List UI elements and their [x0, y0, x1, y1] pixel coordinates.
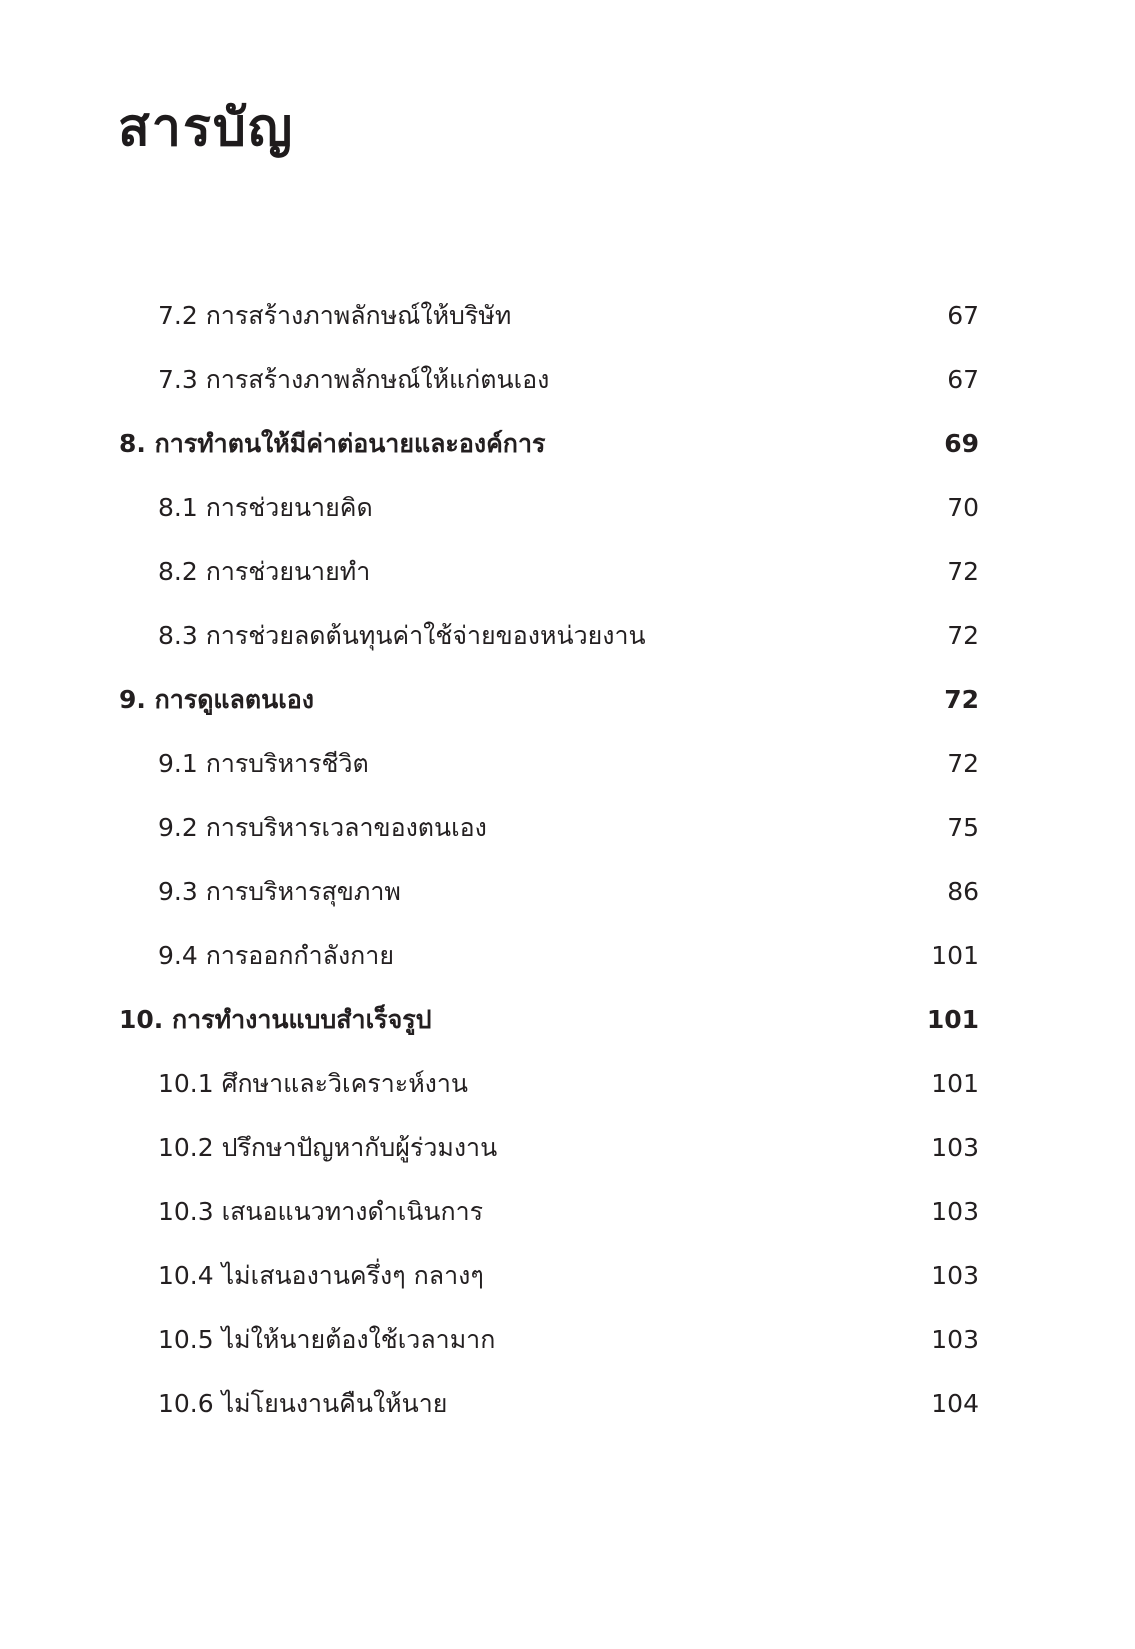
toc-entry-title: 8.1 การช่วยนายคิด [158, 493, 373, 522]
toc-chapter-page: 101 [926, 1005, 979, 1034]
toc-entry [0, 1308, 1135, 1372]
toc-chapter-page: 72 [944, 685, 979, 714]
toc-entry-page: 67 [947, 301, 979, 330]
toc-entry-title: 10.4 ไม่เสนองานครึ่งๆ กลางๆ [158, 1261, 484, 1290]
toc-entry-page: 103 [931, 1133, 979, 1162]
toc-entry-title: 10.5 ไม่ให้นายต้องใช้เวลามาก [158, 1325, 496, 1354]
toc-entry-title: 8.3 การช่วยลดต้นทุนค่าใช้จ่ายของหน่วยงาน [158, 621, 646, 650]
toc-entry [0, 348, 1135, 412]
toc-chapter [0, 668, 1135, 732]
toc-entry-title: 7.3 การสร้างภาพลักษณ์ให้แก่ตนเอง [158, 365, 550, 394]
toc-chapter-title: 9. การดูแลตนเอง [119, 685, 314, 714]
toc-chapter [0, 988, 1135, 1052]
toc-entry-page: 103 [931, 1261, 979, 1290]
toc-entry-page: 104 [931, 1389, 979, 1418]
toc-chapter-title: 8. การทำตนให้มีค่าต่อนายและองค์การ [119, 429, 546, 458]
toc-chapter [0, 412, 1135, 476]
toc-entry-title: 10.1 ศึกษาและวิเคราะห์งาน [158, 1069, 469, 1098]
toc-entry-title: 9.3 การบริหารสุขภาพ [158, 877, 401, 906]
table-of-contents [0, 284, 1135, 1436]
toc-entry [0, 1372, 1135, 1436]
toc-entry [0, 860, 1135, 924]
toc-entry-page: 103 [931, 1325, 979, 1354]
toc-entry-page: 72 [947, 749, 979, 778]
toc-entry-title: 8.2 การช่วยนายทำ [158, 557, 371, 586]
toc-entry-page: 70 [947, 493, 979, 522]
toc-entry-title: 10.6 ไม่โยนงานคืนให้นาย [158, 1389, 448, 1418]
toc-entry-title: 9.2 การบริหารเวลาของตนเอง [158, 813, 487, 842]
toc-entry-title: 10.2 ปรึกษาปัญหากับผู้ร่วมงาน [158, 1133, 498, 1162]
toc-entry-page: 75 [947, 813, 979, 842]
toc-entry [0, 732, 1135, 796]
toc-entry [0, 796, 1135, 860]
toc-entry [0, 1180, 1135, 1244]
toc-entry-page: 67 [947, 365, 979, 394]
toc-entry-title: 9.1 การบริหารชีวิต [158, 749, 369, 778]
toc-entry [0, 540, 1135, 604]
toc-chapter-title: 10. การทำงานแบบสำเร็จรูป [119, 1005, 432, 1034]
toc-entry [0, 604, 1135, 668]
toc-entry [0, 284, 1135, 348]
page-title: สารบัญ [118, 98, 295, 158]
toc-entry-page: 72 [947, 621, 979, 650]
toc-chapter-page: 69 [944, 429, 979, 458]
toc-entry-page: 101 [931, 1069, 979, 1098]
toc-entry-page: 86 [947, 877, 979, 906]
toc-entry [0, 1116, 1135, 1180]
toc-entry-page: 103 [931, 1197, 979, 1226]
toc-entry-title: 7.2 การสร้างภาพลักษณ์ให้บริษัท [158, 301, 512, 330]
toc-entry [0, 1052, 1135, 1116]
toc-entry [0, 476, 1135, 540]
toc-entry-title: 9.4 การออกกำลังกาย [158, 941, 394, 970]
toc-entry [0, 1244, 1135, 1308]
toc-entry [0, 924, 1135, 988]
toc-entry-page: 101 [931, 941, 979, 970]
toc-entry-title: 10.3 เสนอแนวทางดำเนินการ [158, 1197, 484, 1226]
toc-entry-page: 72 [947, 557, 979, 586]
